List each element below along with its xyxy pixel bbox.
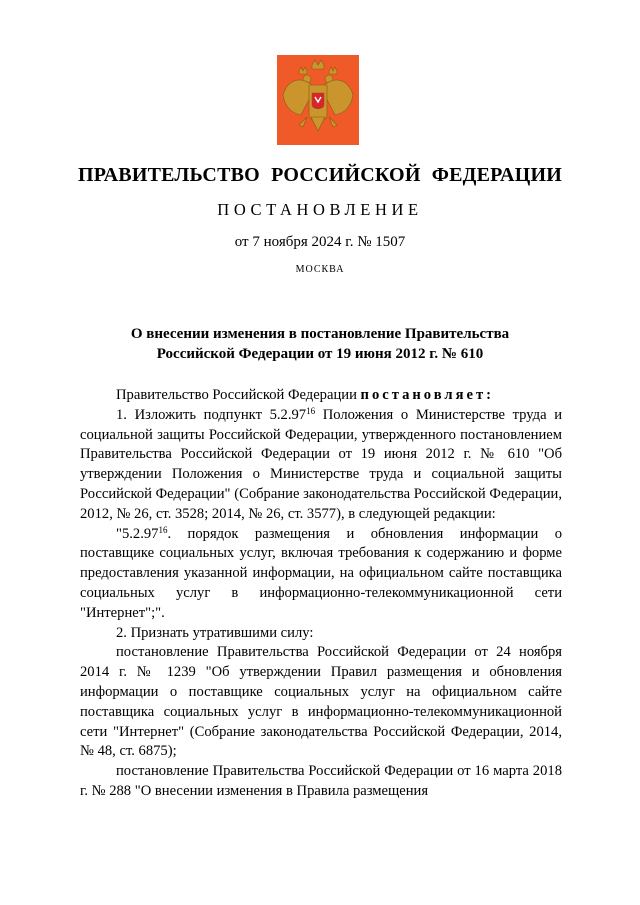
intro-paragraph [80, 386, 562, 406]
paragraph-1-superscript: 16 [306, 405, 316, 416]
paragraph-1 [80, 406, 562, 525]
paragraph-2: 2. Признать утратившими силу: [116, 624, 314, 641]
document-title [80, 324, 560, 364]
paragraph-4: постановление Правительства Российской Федерации от 16 марта 2018 г. № 288 "О внесении изменения в Правила размещения [80, 763, 562, 799]
paragraph-1-rest: Положения о Министерстве труда и социальной защиты Российской Федерации, утвержденного постановлением Правительства Российской Федерации от 19 июня 2012 г. № 610 "Об утверждении Положения о Министерстве труда и социальной защиты Российской Федерации" (Собрание законодательства Российской Федерации, 2012, № 26, ст. 3528; 2014, № 26, ст. 3577), в следующей редакции: [80, 406, 563, 522]
paragraph-1-start: 1. Изложить подпункт 5.2.97 [116, 406, 307, 423]
coat-of-arms-icon [277, 55, 359, 145]
quoted-start: "5.2.97 [116, 525, 159, 542]
document-body [80, 386, 562, 802]
document-city: МОСКВА [295, 264, 345, 275]
document-date-number: от 7 ноября 2024 г. № 1507 [234, 234, 406, 250]
government-title: ПРАВИТЕЛЬСТВО РОССИЙСКОЙ ФЕДЕРАЦИИ [78, 164, 562, 186]
decree-word: постановляет: [360, 387, 494, 403]
intro-text: Правительство Российской Федерации [116, 387, 361, 403]
paragraph-3: постановление Правительства Российской Федерации от 24 ноября 2014 г. № 1239 "Об утверждении Правил размещения и обновления информации о поставщике социальных услуг на официальном сайте поставщика социальных услуг в информационно-телекоммуникационной сети "Интернет" (Собрание законодательства Российской Федерации, 2014, № 48, ст. 6875); [80, 644, 562, 760]
quoted-superscript: 16 [158, 524, 168, 535]
quoted-paragraph [80, 525, 562, 624]
document-title-line-2: Российской Федерации от 19 июня 2012 г. № 610 [156, 346, 484, 362]
document-type: ПОСТАНОВЛЕНИЕ [217, 200, 423, 219]
document-title-line-1: О внесении изменения в постановление Правительства [130, 326, 510, 342]
quoted-rest: . порядок размещения и обновления информации о поставщике социальных услуг, включая требования к содержанию и форме предоставления указанной информации, на официальном сайте поставщика социальных услуг в информационно-телекоммуникационной сети "Интернет";". [80, 525, 562, 621]
